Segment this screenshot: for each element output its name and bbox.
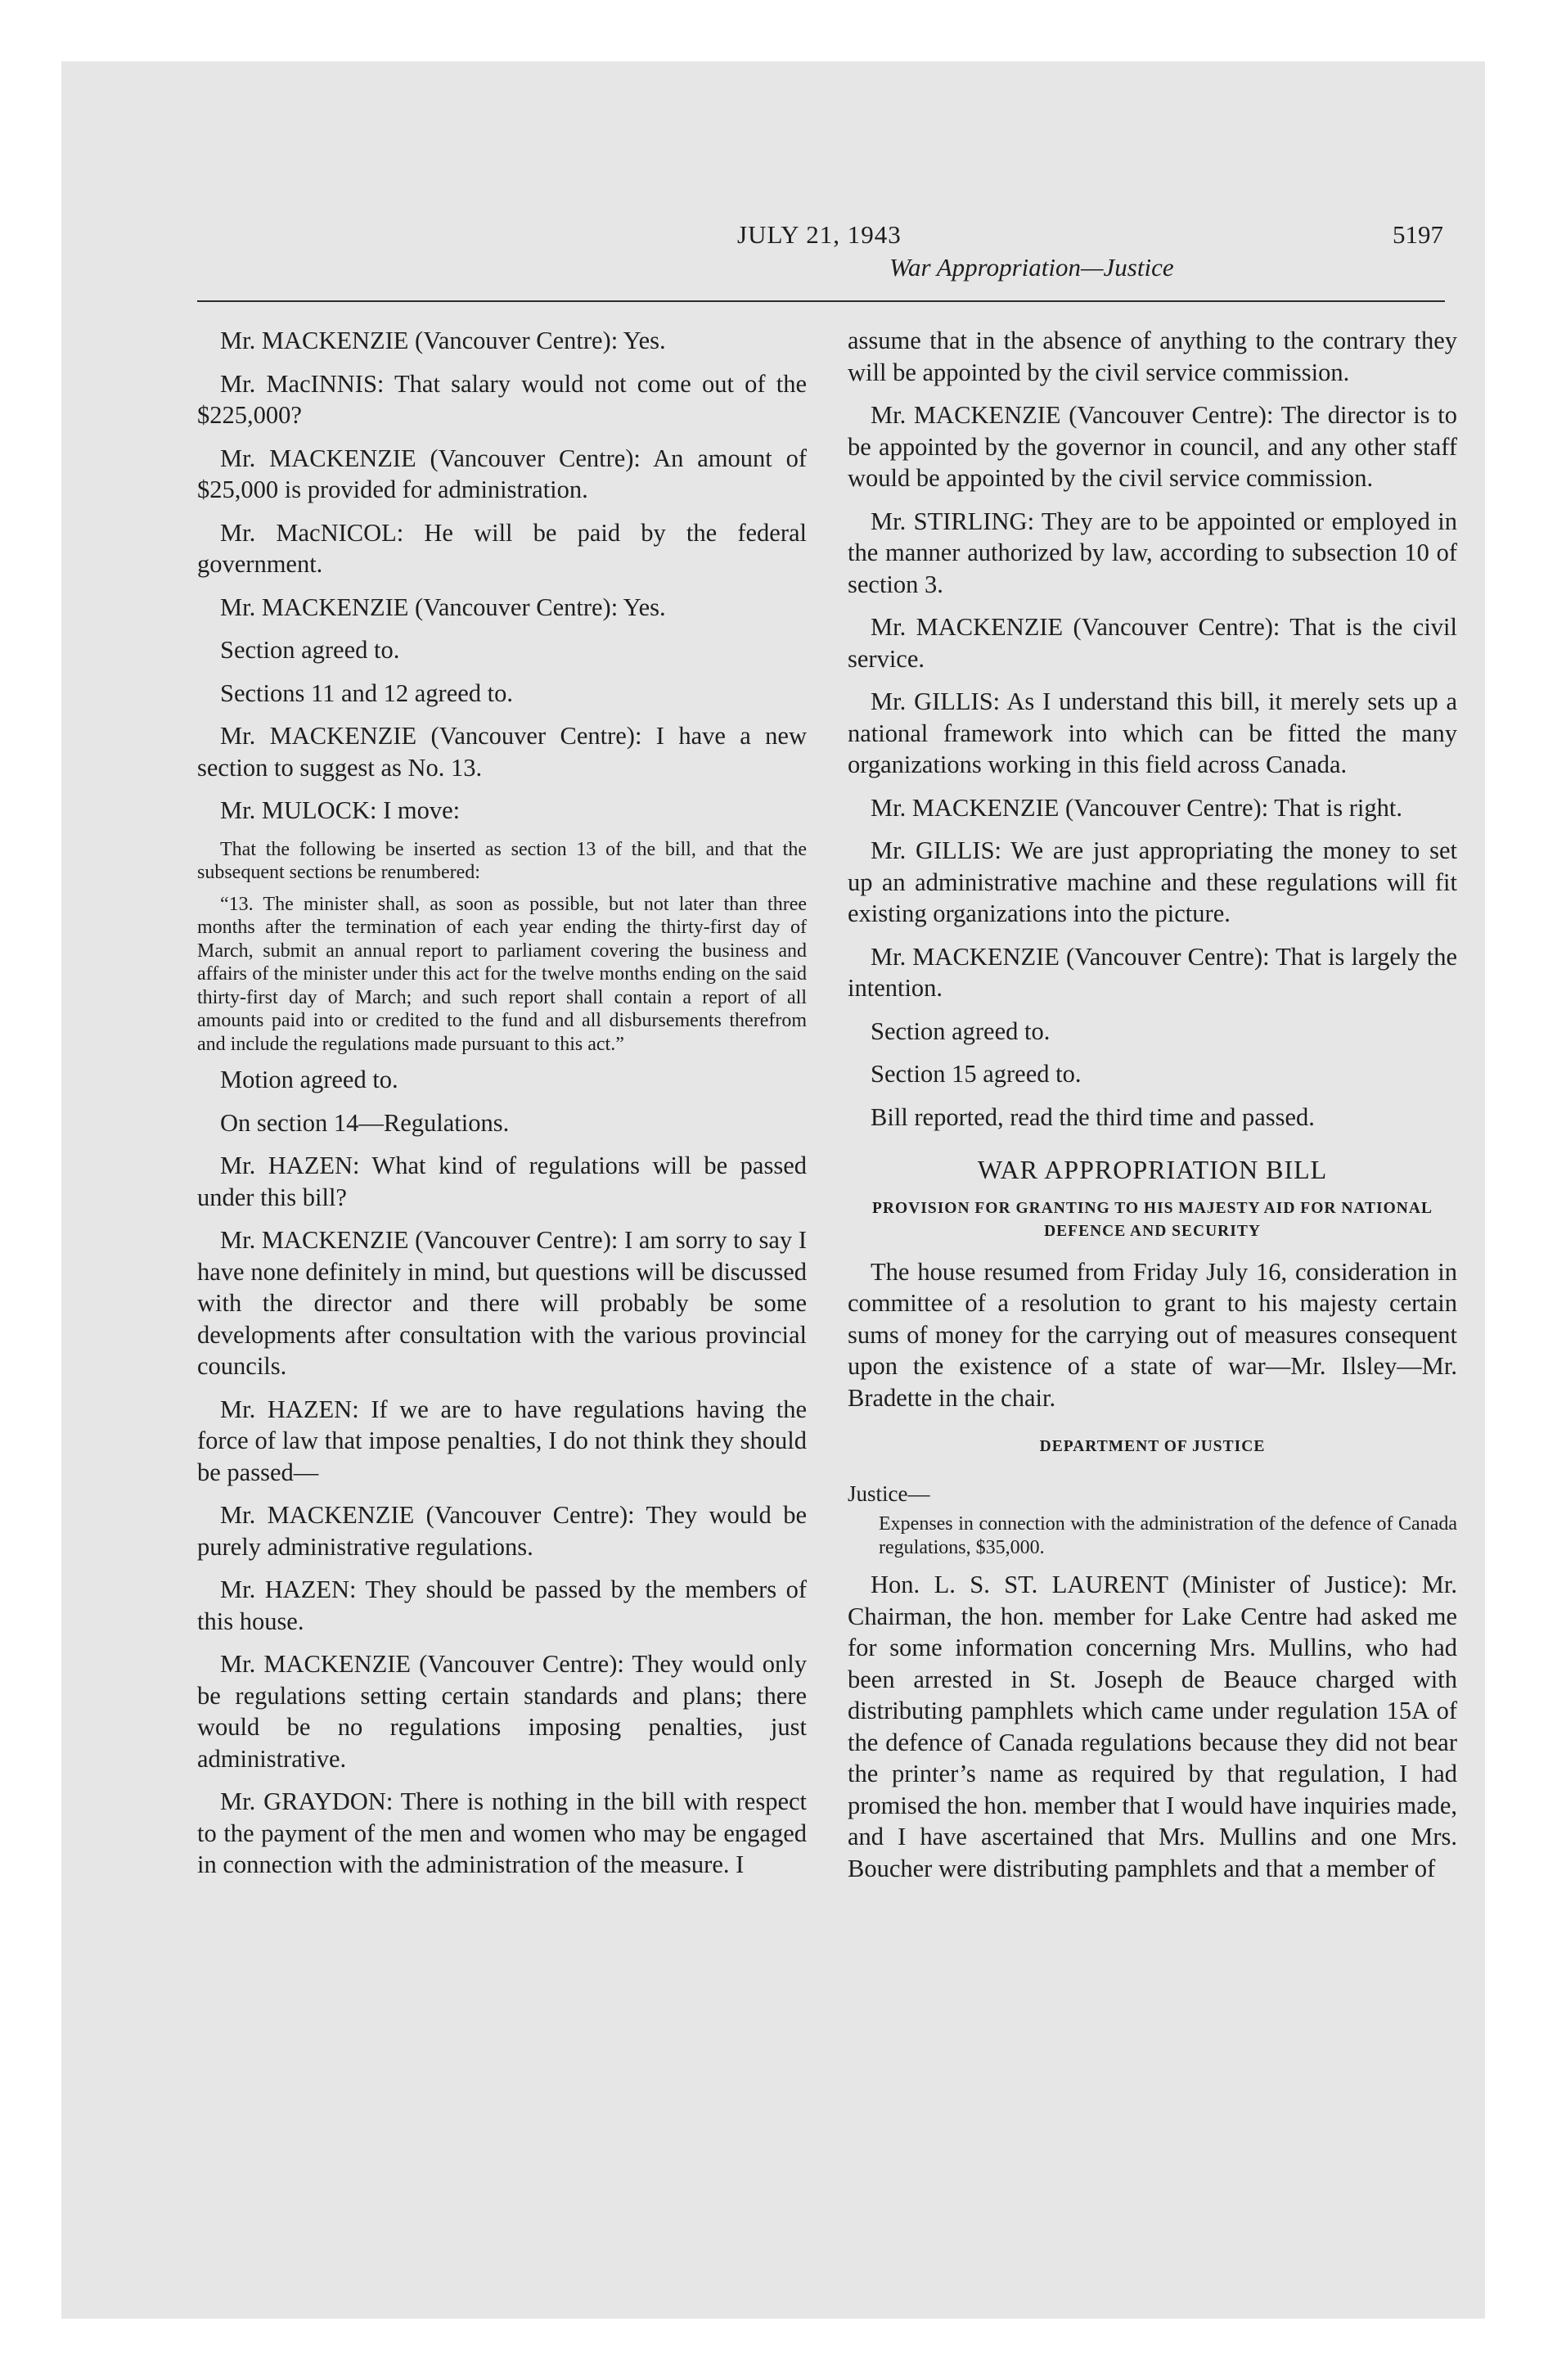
paragraph: Section agreed to.: [220, 636, 400, 664]
paragraph: Mr. MACKENZIE (Vancouver Centre): I have a new section to suggest as No. 13.: [197, 722, 807, 782]
paragraph: Mr. HAZEN: They should be passed by the members of this house.: [197, 1575, 807, 1635]
paragraph: Mr. GILLIS: As I understand this bill, it merely sets up a national framework into which can be fitted the many organizations working in this field across Canada.: [848, 687, 1457, 778]
quoted-section: “13. The minister shall, as soon as possible, but not later than three months after the termination of each year ending the thirty-first day of March, submit an annual report to parliament covering the business and affairs of the minister under this act for the twelve months ending on the said thirty-first day of March; and such report shall contain a report of all amounts paid into or credited to the fund and all disbursements therefrom and include the regulations made pursuant to this act.”: [197, 893, 807, 1055]
paragraph: Motion agreed to.: [220, 1066, 398, 1093]
item-label: Justice—: [848, 1481, 930, 1506]
page-header: [197, 217, 1453, 307]
paragraph: Mr. MACKENZIE (Vancouver Centre): They would be purely administrative regulations.: [197, 1501, 807, 1561]
paragraph: Mr. MULOCK: I move:: [220, 796, 461, 824]
paragraph: assume that in the absence of anything to the contrary they will be appointed by the civil service commission.: [848, 327, 1457, 386]
department-heading: DEPARTMENT OF JUSTICE: [1039, 1438, 1266, 1455]
header-rule: [197, 300, 1445, 302]
bill-intro: The house resumed from Friday July 16, consideration in committee of a resolution to grant to his majesty certain sums of money for the carrying out of measures consequent upon the existence of a state of war—Mr. Ilsley—Mr. Bradette in the chair.: [848, 1257, 1457, 1412]
left-column: [197, 325, 807, 1892]
paragraph: Mr. MACKENZIE (Vancouver Centre): I am sorry to say I have none definitely in mind, but questions will be discussed with the director and there will probably be some developments after consultation with the various provincial councils.: [197, 1226, 807, 1380]
paragraph: Mr. MacINNIS: That salary would not come out of the $225,000?: [197, 369, 807, 429]
paragraph: Mr. MACKENZIE (Vancouver Centre): That is right.: [871, 793, 1402, 822]
paragraph: Mr. MACKENZIE (Vancouver Centre): Yes.: [220, 593, 666, 621]
paragraph: Mr. HAZEN: What kind of regulations will be passed under this bill?: [197, 1152, 807, 1211]
item-text: Expenses in connection with the administration of the defence of Canada regulations, $35,000.: [879, 1513, 1457, 1558]
paragraph: Mr. GRAYDON: There is nothing in the bill with respect to the payment of the men and women who may be engaged in connection with the administration of the measure. I: [197, 1787, 807, 1878]
paragraph: Bill reported, read the third time and passed.: [871, 1102, 1315, 1131]
right-column: [848, 325, 1457, 1895]
paragraph: Mr. GILLIS: We are just appropriating the money to set up an administrative machine and these regulations will fit existing organizations into the picture.: [848, 836, 1457, 927]
paragraph: Mr. MACKENZIE (Vancouver Centre): Yes.: [220, 327, 666, 354]
paragraph: Mr. MACKENZIE (Vancouver Centre): They would only be regulations setting certain standards and plans; there would be no regulations imposing penalties, just administrative.: [197, 1650, 807, 1773]
paragraph: Mr. STIRLING: They are to be appointed or employed in the manner authorized by law, according to subsection 10 of section 3.: [848, 507, 1457, 598]
section-heading: War Appropriation—Justice: [889, 253, 1174, 282]
bill-subtitle: PROVISION FOR GRANTING TO HIS MAJESTY AID FOR NATIONAL DEFENCE AND SECURITY: [872, 1199, 1433, 1240]
paragraph: Section agreed to.: [871, 1016, 1051, 1045]
paragraph: Hon. L. S. ST. LAURENT (Minister of Justice): Mr. Chairman, the hon. member for Lake Centre had asked me for some information concerning Mrs. Mullins, who had been arrested in St. Joseph de Beauce charged with distributing pamphlets which came under regulation 15A of the defence of Canada regulations because they did not bear the printer’s name as required by that regulation, I had promised the hon. member that I would have inquiries made, and I have ascertained that Mrs. Mullins and one Mrs. Boucher were distributing pamphlets and that a member of: [848, 1571, 1457, 1882]
page-number: 5197: [1393, 220, 1443, 249]
bill-title: WAR APPROPRIATION BILL: [977, 1155, 1328, 1184]
header-date: JULY 21, 1943: [737, 220, 902, 249]
paragraph: Mr. MACKENZIE (Vancouver Centre): An amount of $25,000 is provided for administration.: [197, 444, 807, 503]
motion-text: That the following be inserted as section 13 of the bill, and that the subsequent sections be renumbered:: [197, 838, 807, 883]
hansard-page: [197, 217, 1457, 2345]
paragraph: Section 15 agreed to.: [871, 1060, 1082, 1088]
paragraph: On section 14—Regulations.: [220, 1108, 510, 1137]
paragraph: Mr. MACKENZIE (Vancouver Centre): That is largely the intention.: [848, 942, 1457, 1002]
paragraph: Sections 11 and 12 agreed to.: [220, 678, 514, 707]
paragraph: Mr. MacNICOL: He will be paid by the federal government.: [197, 518, 807, 578]
paragraph: Mr. MACKENZIE (Vancouver Centre): The director is to be appointed by the governor in council, and any other staff would be appointed by the civil service commission.: [848, 401, 1457, 492]
scanned-page: [61, 61, 1485, 2319]
paragraph: Mr. MACKENZIE (Vancouver Centre): That is the civil service.: [848, 613, 1457, 673]
paragraph: Mr. HAZEN: If we are to have regulations having the force of law that impose penalties, I do not think they should be passed—: [197, 1395, 807, 1486]
